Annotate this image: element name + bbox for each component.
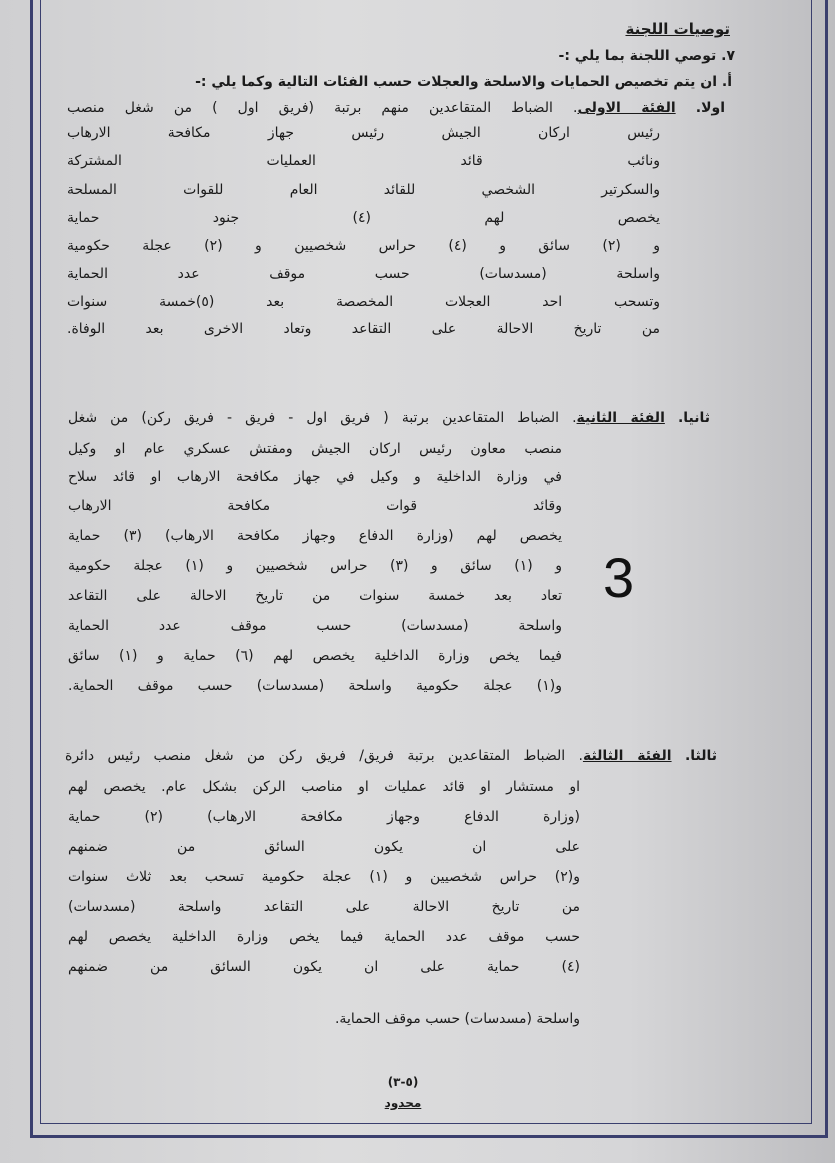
category1-prefix: اولا. xyxy=(695,100,725,116)
category1-line: و (٢) سائق و (٤) حراس شخصيين و (٢) عجلة حكومية xyxy=(67,238,661,254)
category2-line: منصب معاون رئيس اركان الجيش ومفتش عسكري عام او وكيل xyxy=(68,441,562,457)
item-a: أ. ان يتم تخصيص الحمايات والاسلحة والعجلات حسب الفئات التالية وكما يلي :- xyxy=(195,74,732,90)
classification-label: محدود xyxy=(384,1096,422,1110)
item-7: ٧. توصي اللجنة بما يلي :- xyxy=(558,48,735,64)
category2-first-line: . الضباط المتقاعدين برتبة ( فريق اول - فريق - فريق ركن) من شغل xyxy=(68,410,577,426)
category1-line: والسكرتير الشخصي للقائد العام للقوات المسلحة xyxy=(67,182,660,198)
category1-line: ونائب قائد العمليات المشتركة xyxy=(67,153,660,169)
category1-line: واسلحة (مسدسات) حسب موقف عدد الحماية xyxy=(67,266,660,282)
category2-line: واسلحة (مسدسات) حسب موقف عدد الحماية xyxy=(68,618,562,634)
category1-label: الفئة الاولى xyxy=(577,100,676,116)
category2-prefix: ثانيا. xyxy=(677,410,711,426)
category1-line: من تاريخ الاحالة على التقاعد وتعاد الاخرى بعد الوفاة. xyxy=(67,321,660,337)
category1-first-line: . الضباط المتقاعدين منهم برتبة (فريق اول ) من شغل منصب xyxy=(67,100,578,116)
category1-line: رئيس اركان الجيش رئيس جهاز مكافحة الارهاب xyxy=(67,125,660,141)
category1-line: يخصص لهم (٤) جنود حماية xyxy=(67,210,660,226)
page-number: (٥-٣) xyxy=(387,1075,419,1089)
category2-label: الفئة الثانية xyxy=(576,410,665,426)
category3-line: (٤) حماية على ان يكون السائق من ضمنهم xyxy=(68,959,580,975)
category3-line: (وزارة الدفاع وجهاز مكافحة الارهاب) (٢) حماية xyxy=(68,809,580,825)
category3-line: حسب موقف عدد الحماية فيما يخص وزارة الداخلية يخصص لهم xyxy=(68,929,580,945)
category3-prefix: ثالثا. xyxy=(684,748,718,764)
category3-first-line: . الضباط المتقاعدين برتبة فريق/ فريق ركن من شغل منصب رئيس دائرة xyxy=(65,748,583,764)
category2-line: فيما يخص وزارة الداخلية يخصص لهم (٦) حماية و (١) سائق xyxy=(68,648,562,664)
category3-line: من تاريخ الاحالة على التقاعد واسلحة (مسدسات) xyxy=(68,899,580,915)
document-title: توصيات اللجنة xyxy=(625,20,730,38)
category2-line: تعاد بعد خمسة سنوات من تاريخ الاحالة على التقاعد xyxy=(68,588,562,604)
category3-heading xyxy=(65,747,717,765)
category3-line: على ان يكون السائق من ضمنهم xyxy=(68,839,580,855)
page-marker-number: 3 xyxy=(603,546,635,609)
category2-line: و (١) سائق و (٣) حراس شخصيين و (١) عجلة حكومية xyxy=(68,558,562,574)
category1-line: وتسحب احد العجلات المخصصة بعد (٥)خمسة سنوات xyxy=(67,294,660,310)
category2-line: يخصص لهم (وزارة الدفاع وجهاز مكافحة الارهاب) (٣) حماية xyxy=(68,528,563,544)
category2-line: في وزارة الداخلية و وكيل في جهاز مكافحة الارهاب او قائد سلاح xyxy=(68,469,562,485)
category2-line: وقائد قوات مكافحة الارهاب xyxy=(68,498,562,514)
category3-label: الفئة الثالثة xyxy=(582,748,672,764)
category3-last-line: واسلحة (مسدسات) حسب موقف الحماية. xyxy=(334,1011,580,1027)
category3-line: و(٢) حراس شخصيين و (١) عجلة حكومية تسحب بعد ثلاث سنوات xyxy=(68,869,581,885)
category2-heading xyxy=(68,409,710,427)
category2-line: و(١) عجلة حكومية واسلحة (مسدسات) حسب موقف الحماية. xyxy=(68,678,562,694)
category1-heading xyxy=(67,99,725,117)
category3-line: او مستشار او قائد عمليات او مناصب الركن بشكل عام. يخصص لهم xyxy=(68,779,580,795)
